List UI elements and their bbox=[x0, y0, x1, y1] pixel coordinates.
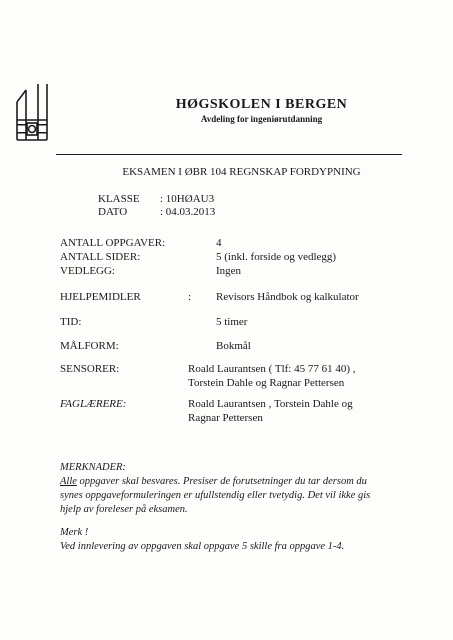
sensorer-line-2: Torstein Dahle og Ragnar Pettersen bbox=[188, 377, 345, 389]
sensorer-line-1: Roald Laurantsen ( Tlf: 45 77 61 40) , bbox=[188, 363, 356, 375]
faglaerere-line-1: Roald Laurantsen , Torstein Dahle og bbox=[188, 398, 353, 410]
vedlegg-value: Ingen bbox=[216, 265, 242, 277]
merknader-line-2: synes oppgaveformuleringen er ufullstendig eller tvetydig. Det vil ikke gis bbox=[60, 490, 371, 501]
malform-label: MÅLFORM: bbox=[60, 340, 119, 352]
merknader-block bbox=[60, 461, 390, 517]
antall-oppgaver-value: 4 bbox=[216, 237, 222, 249]
hjelpemidler-colon: : bbox=[188, 291, 192, 303]
dato-value: : 04.03.2013 bbox=[160, 206, 216, 218]
antall-sider-value: 5 (inkl. forside og vedlegg) bbox=[216, 251, 337, 263]
tid-label: TID: bbox=[60, 316, 82, 328]
tid-value: 5 timer bbox=[216, 316, 248, 328]
faglaerere-line-2: Ragnar Pettersen bbox=[188, 412, 263, 424]
merk-block bbox=[60, 526, 400, 554]
school-name: HØGSKOLEN I BERGEN bbox=[175, 97, 348, 112]
malform-value: Bokmål bbox=[216, 340, 251, 352]
faglaerere-label: FAGLÆRERE: bbox=[60, 398, 127, 410]
vedlegg-label: VEDLEGG: bbox=[60, 265, 115, 277]
merk-text: Ved innlevering av oppgaven skal oppgave 5 skille fra oppgave 1-4. bbox=[60, 541, 345, 552]
merknader-heading: MERKNADER: bbox=[60, 462, 126, 473]
exam-title: EKSAMEN I ØBR 104 REGNSKAP FORDYPNING bbox=[122, 166, 361, 178]
klasse-label: KLASSE bbox=[98, 193, 140, 205]
sensorer-label: SENSORER: bbox=[60, 363, 120, 375]
hjelpemidler-value: Revisors Håndbok og kalkulator bbox=[216, 291, 359, 303]
merknader-emphasis: Alle bbox=[60, 476, 77, 487]
hjelpemidler-label: HJELPEMIDLER bbox=[60, 291, 141, 303]
header-divider bbox=[56, 154, 402, 155]
antall-oppgaver-label: ANTALL OPPGAVER: bbox=[60, 237, 166, 249]
department-name: Avdeling for ingeniørutdanning bbox=[200, 114, 323, 124]
klasse-value: : 10HØAU3 bbox=[160, 193, 215, 205]
merknader-line-1 bbox=[60, 475, 390, 489]
merknader-line-1-rest: oppgaver skal besvares. Presiser de forutsetninger du tar dersom du bbox=[76, 476, 367, 487]
merk-heading: Merk ! bbox=[60, 527, 89, 538]
antall-sider-label: ANTALL SIDER: bbox=[60, 251, 141, 263]
merknader-line-3: hjelp av foreleser på eksamen. bbox=[60, 504, 188, 515]
dato-label: DATO bbox=[98, 206, 128, 218]
